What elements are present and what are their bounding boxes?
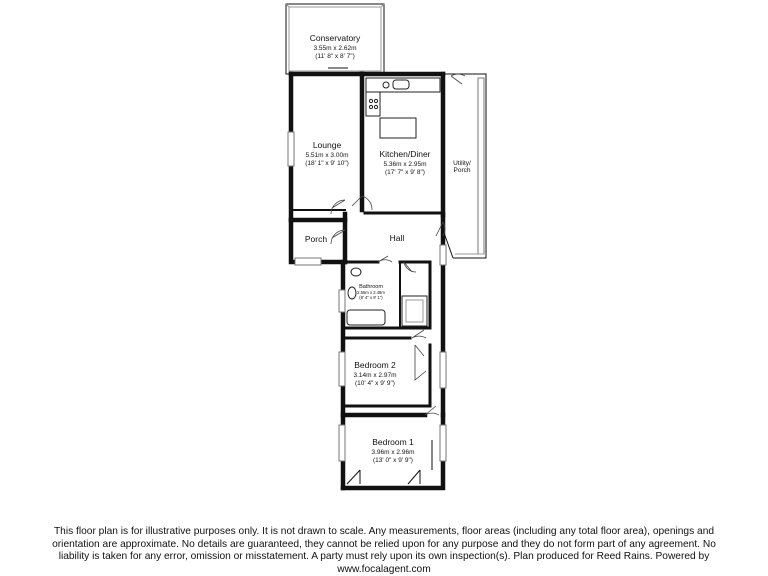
hall-label: Hall <box>389 233 405 243</box>
conservatory-label: Conservatory <box>309 33 361 43</box>
kitchen-imperial: (17' 7" x 9' 8") <box>385 169 425 176</box>
lounge-label: Lounge <box>312 140 342 150</box>
disclaimer-line: This floor plan is for illustrative purposes only. It is not drawn to scale. Any measurements, floor areas (including any total floor area), openings and <box>53 526 715 537</box>
bedroom1-label: Bedroom 1 <box>372 437 414 447</box>
bedroom2-label: Bedroom 2 <box>354 360 396 370</box>
kitchen-fittings <box>366 78 440 138</box>
bedroom1-metric: 3.96m x 2.96m <box>371 449 415 456</box>
bedroom1-imperial: (13' 0" x 9' 9") <box>373 457 413 464</box>
disclaimer-text <box>40 526 728 576</box>
bedroom2-imperial: (10' 4" x 9' 9") <box>355 380 395 387</box>
kitchen-label: Kitchen/Diner <box>379 149 431 159</box>
bathroom-label: Bathroom <box>359 284 383 290</box>
disclaimer-line: orientation are approximate. No details are guaranteed, they cannot be relied upon for any purpose and they do not form part of any agreement. No <box>52 538 716 550</box>
utility-label-line2: Porch <box>453 167 471 174</box>
bathroom-imperial: (8' 4" x 8' 1") <box>359 295 383 300</box>
outer-walls <box>291 74 443 488</box>
disclaimer-link[interactable]: www.focalagent.com <box>337 563 431 575</box>
porch-label: Porch <box>304 234 328 244</box>
lounge-metric: 5.51m x 3.00m <box>305 152 349 159</box>
bedroom2-metric: 3.14m x 2.97m <box>353 372 397 379</box>
conservatory-imperial: (11' 8" x 8' 7") <box>315 53 355 60</box>
disclaimer-line: liability is taken for any error, omission or misstatement. A party must rely upon its own inspection(s). Plan produced for Reed Rains. Powered by <box>58 551 710 563</box>
lounge-imperial: (18' 1" x 9' 10") <box>305 160 349 167</box>
conservatory-metric: 3.55m x 2.62m <box>313 45 357 52</box>
kitchen-metric: 5.36m x 2.95m <box>383 161 427 168</box>
utility-label-line1: Utility/ <box>453 160 471 167</box>
bathroom-metric: 2.55m x 2.48m <box>357 290 385 295</box>
